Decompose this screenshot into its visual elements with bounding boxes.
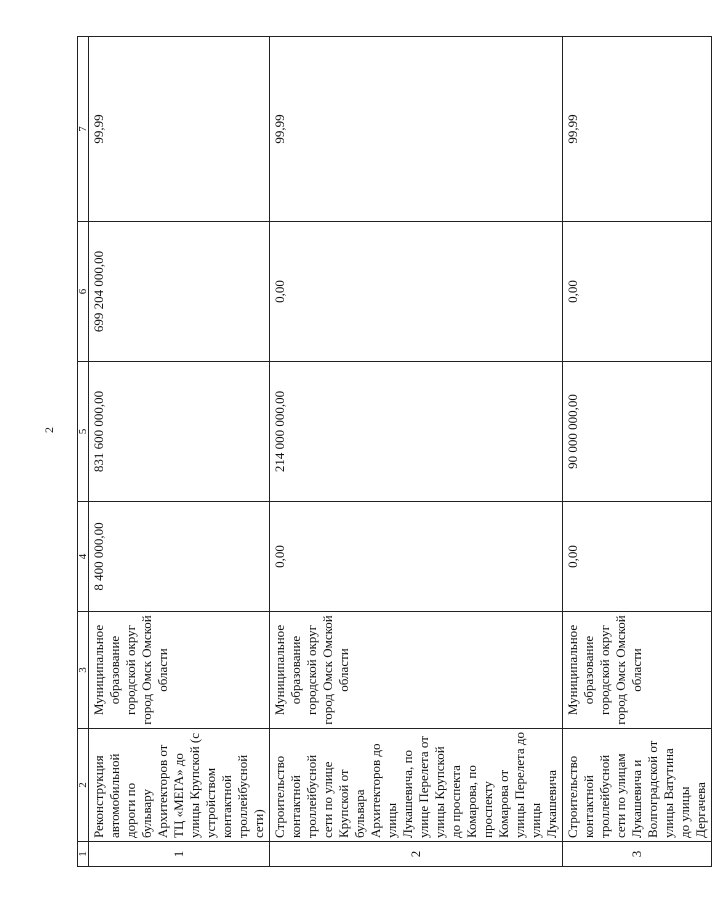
amount-cell-col5: 831 600 000,00	[89, 362, 270, 502]
header-cell: 7	[78, 37, 89, 222]
amount-cell-col5: 214 000 000,00	[270, 362, 563, 502]
header-cell: 2	[78, 729, 89, 842]
project-name-cell: Строительство контактной троллейбусной сети по улице Крупской от бульвара Архитекторов до улицы Лукашевича, по улице Перелета от улицы Крупской до проспекта Комарова, по проспекту Комарова от улицы Перелета до улицы Лукашевича	[270, 729, 563, 842]
projects-table	[77, 36, 712, 867]
amount-cell-col6: 699 204 000,00	[89, 222, 270, 362]
projects-table-wrapper	[77, 37, 708, 867]
row-number-cell: 3	[563, 842, 712, 867]
amount-cell-col5: 90 000 000,00	[563, 362, 712, 502]
amount-cell-col4: 0,00	[270, 502, 563, 612]
project-name-cell: Реконструкция автомобильной дороги по бульвару Архитекторов от ТЦ «МЕГА» до улицы Крупской (с устройством контактной троллейбусной сети)	[89, 729, 270, 842]
municipality-cell: Муниципальное образование городской округ город Омск Омской области	[89, 612, 270, 729]
header-cell: 1	[78, 842, 89, 867]
amount-cell-col6: 0,00	[563, 222, 712, 362]
table-row	[270, 37, 563, 867]
percent-cell-col7: 99,99	[270, 37, 563, 222]
municipality-cell: Муниципальное образование городской округ город Омск Омской области	[270, 612, 563, 729]
municipality-cell: Муниципальное образование городской округ город Омск Омской области	[563, 612, 712, 729]
header-cell: 3	[78, 612, 89, 729]
amount-cell-col6: 0,00	[270, 222, 563, 362]
row-number-cell: 2	[270, 842, 563, 867]
amount-cell-col4: 8 400 000,00	[89, 502, 270, 612]
header-cell: 4	[78, 502, 89, 612]
percent-cell-col7: 99,99	[89, 37, 270, 222]
table-row	[89, 37, 270, 867]
amount-cell-col4: 0,00	[563, 502, 712, 612]
header-cell: 6	[78, 222, 89, 362]
row-number-cell: 1	[89, 842, 270, 867]
percent-cell-col7: 99,99	[563, 37, 712, 222]
page-number: 2	[42, 427, 56, 433]
header-cell: 5	[78, 362, 89, 502]
table-row	[563, 37, 712, 867]
project-name-cell: Строительство контактной троллейбусной сети по улицам Лукашевича и Волгоградской от улицы Ватутина до улицы Дергачева	[563, 729, 712, 842]
table-header-row	[78, 37, 89, 867]
